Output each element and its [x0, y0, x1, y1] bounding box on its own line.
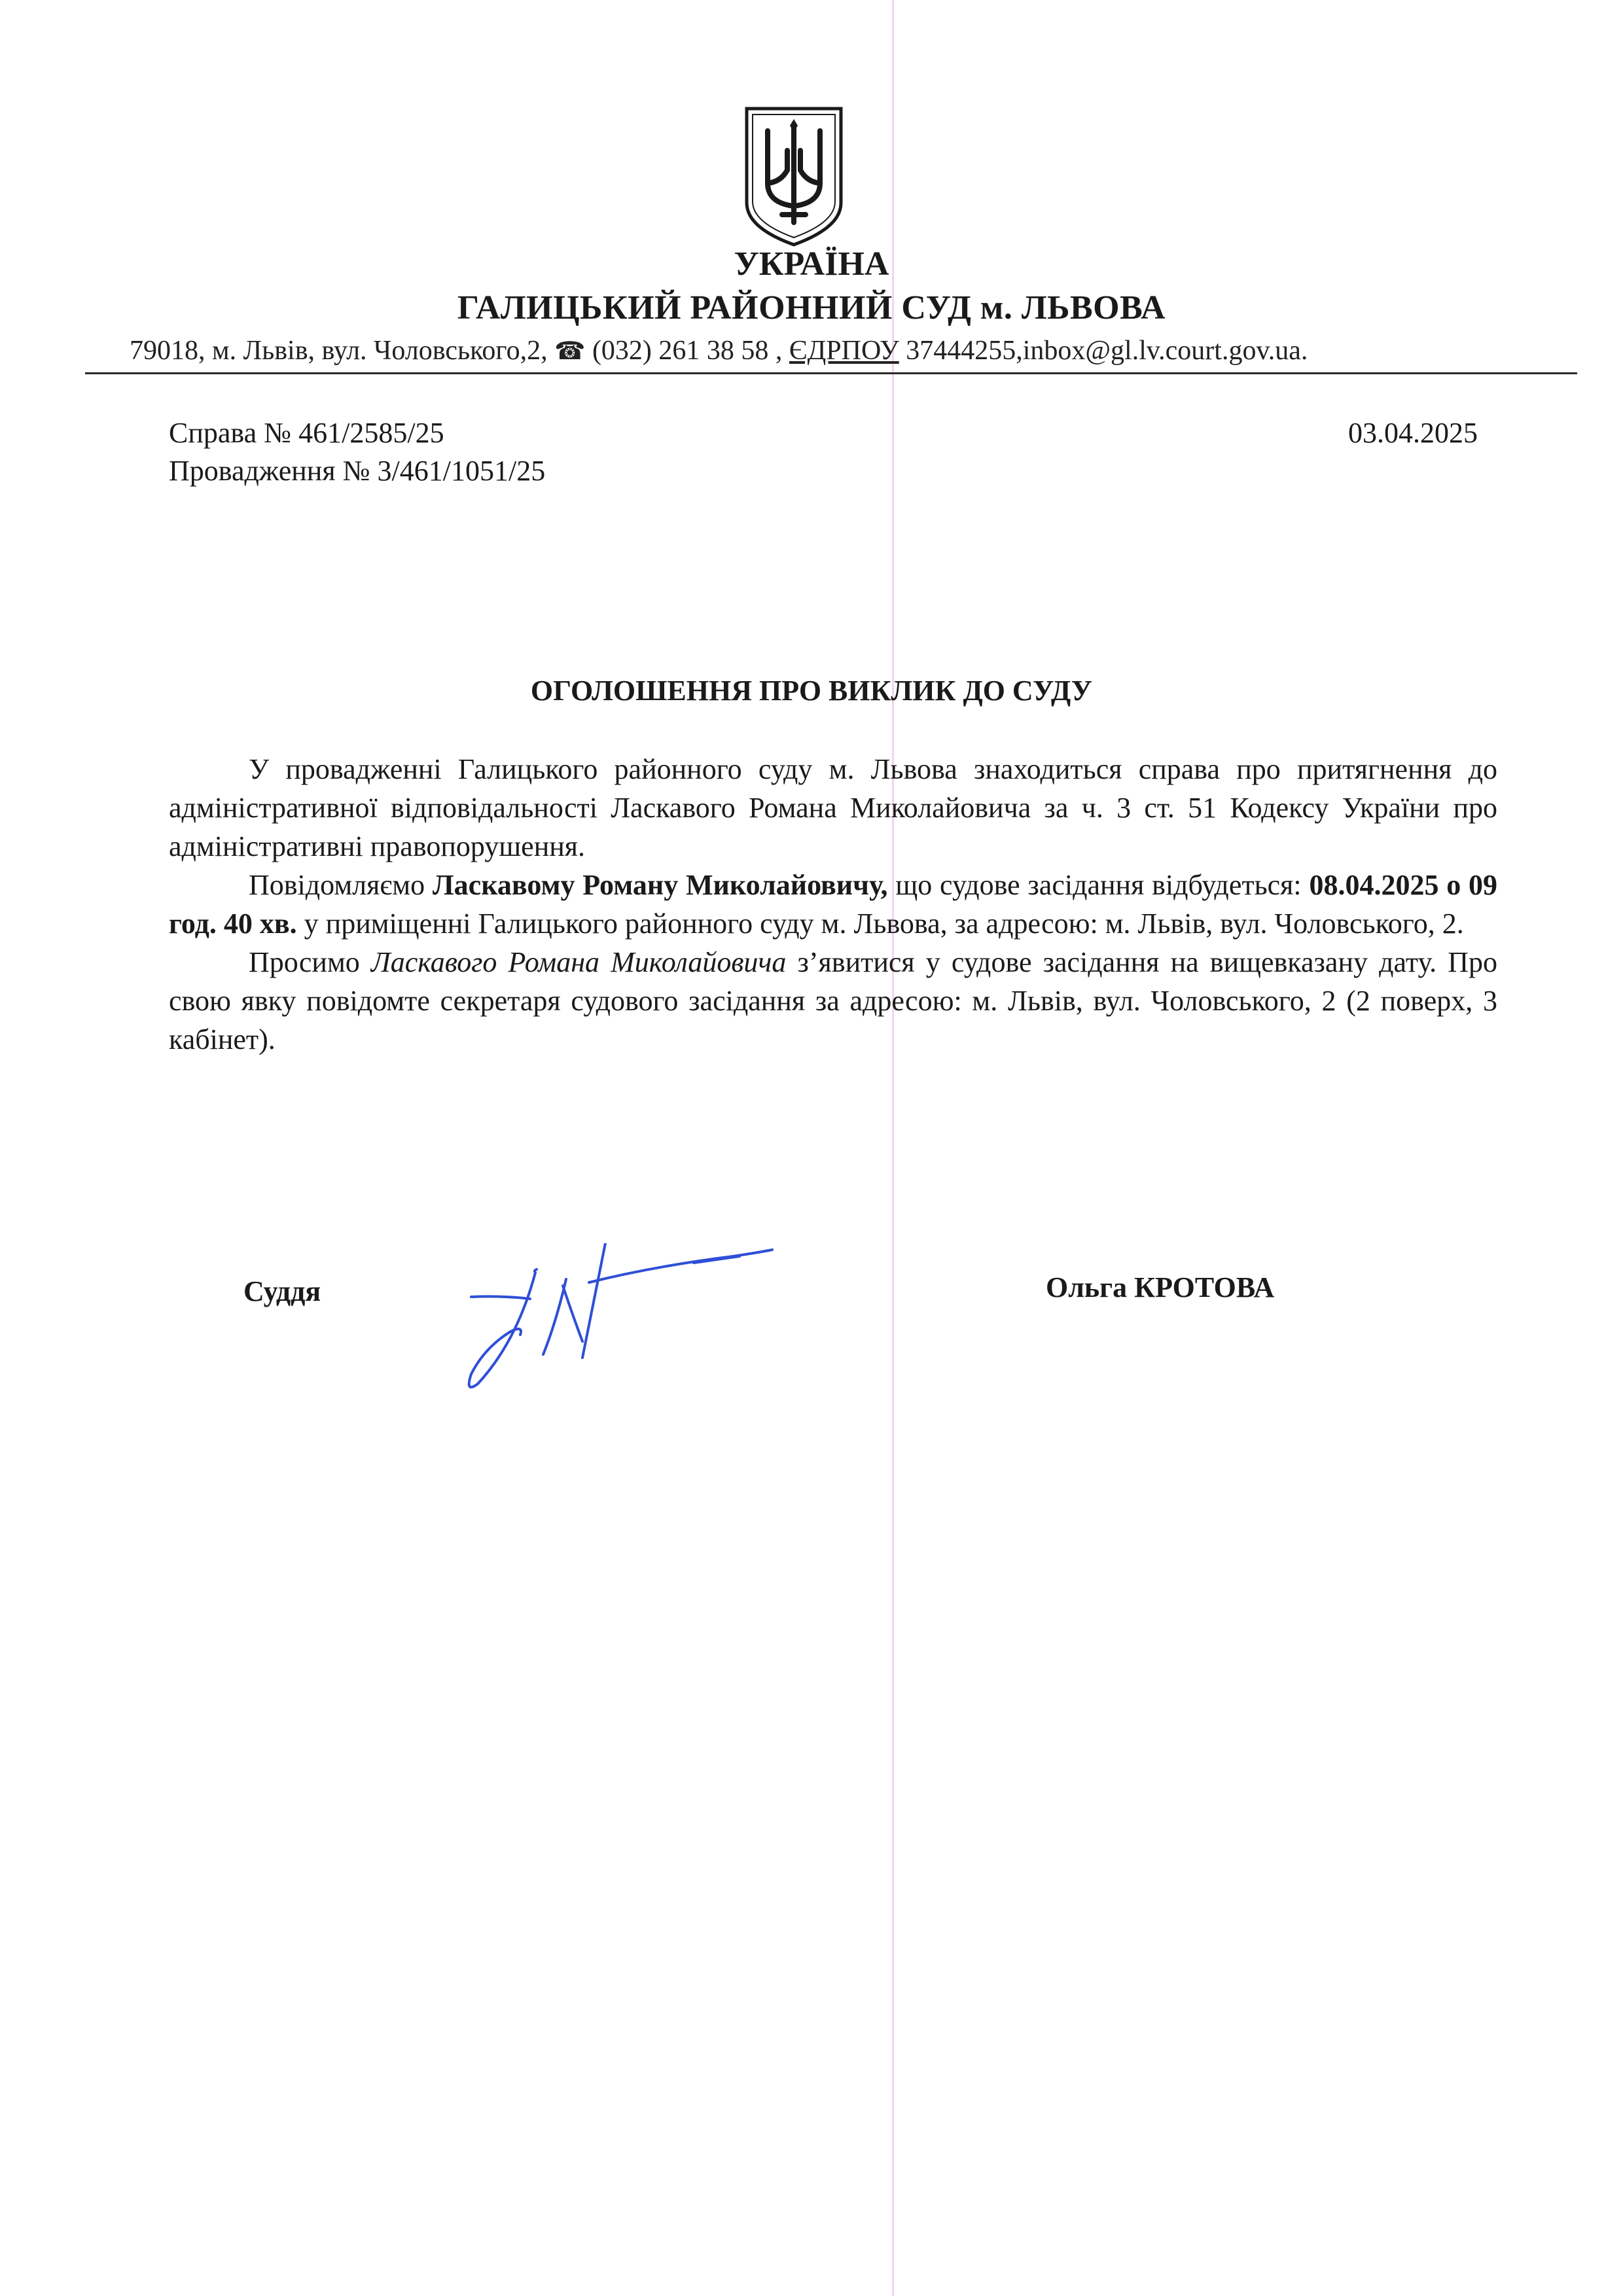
court-address-line — [130, 335, 1543, 366]
edrpou-and-email: 37444255,inbox@gl.lv.court.gov.ua. — [906, 336, 1308, 366]
text-run: Повідомляємо — [249, 869, 433, 901]
header-divider — [85, 372, 1577, 374]
text-run: Просимо — [249, 946, 371, 978]
court-name-heading: ГАЛИЦЬКИЙ РАЙОННИЙ СУД м. ЛЬВОВА — [457, 289, 1166, 327]
recipient-name: Ласкавому Роману Миколайовичу, — [432, 869, 888, 901]
proceeding-number: Провадження № 3/461/1051/25 — [169, 455, 546, 487]
text-run: з’явитися у судове засідання на вищевказану дату. Про свою явку повідомте секретаря судового засідання за адресою: м. Львів, вул. Чоловського, 2 (2 поверх, 3 кабінет). — [169, 946, 1498, 1055]
country-heading: УКРАЇНА — [734, 245, 889, 283]
document-body — [169, 750, 1497, 1059]
document-date: 03.04.2025 — [1348, 417, 1478, 449]
case-number: Справа № 461/2585/25 — [169, 417, 444, 449]
paragraph-request — [169, 943, 1497, 1059]
document-title: ОГОЛОШЕННЯ ПРО ВИКЛИК ДО СУДУ — [530, 675, 1093, 707]
coat-of-arms-icon — [741, 105, 846, 249]
paragraph-case-info: У провадженні Галицького районного суду м. Львова знаходиться справа про притягнення до адміністративної відповідальності Ласкавого Романа Миколайовича за ч. 3 ст. 51 Кодексу України про адміністративні правопорушення. — [169, 753, 1497, 862]
signatory-role: Суддя — [243, 1275, 321, 1307]
edrpou-label: ЄДРПОУ — [789, 336, 899, 366]
recipient-name-italic: Ласкавого Романа Миколайовича — [370, 946, 787, 978]
paragraph-hearing-notice — [169, 866, 1497, 943]
postal-address: 79018, м. Львів, вул. Чоловського,2, — [130, 336, 548, 366]
signatory-name: Ольга КРОТОВА — [1046, 1271, 1275, 1303]
handwritten-signature — [458, 1243, 877, 1453]
phone-number: (032) 261 38 58 , — [592, 336, 783, 366]
text-run: у приміщенні Галицького районного суду м. Львова, за адресою: м. Львів, вул. Чоловського, 2. — [296, 908, 1464, 940]
hearing-datetime: 08.04.2025 о 09 год. 40 хв. — [169, 869, 1498, 940]
text-run: що судове засідання відбудеться: — [887, 869, 1310, 901]
phone-icon: ☎ — [554, 338, 586, 365]
